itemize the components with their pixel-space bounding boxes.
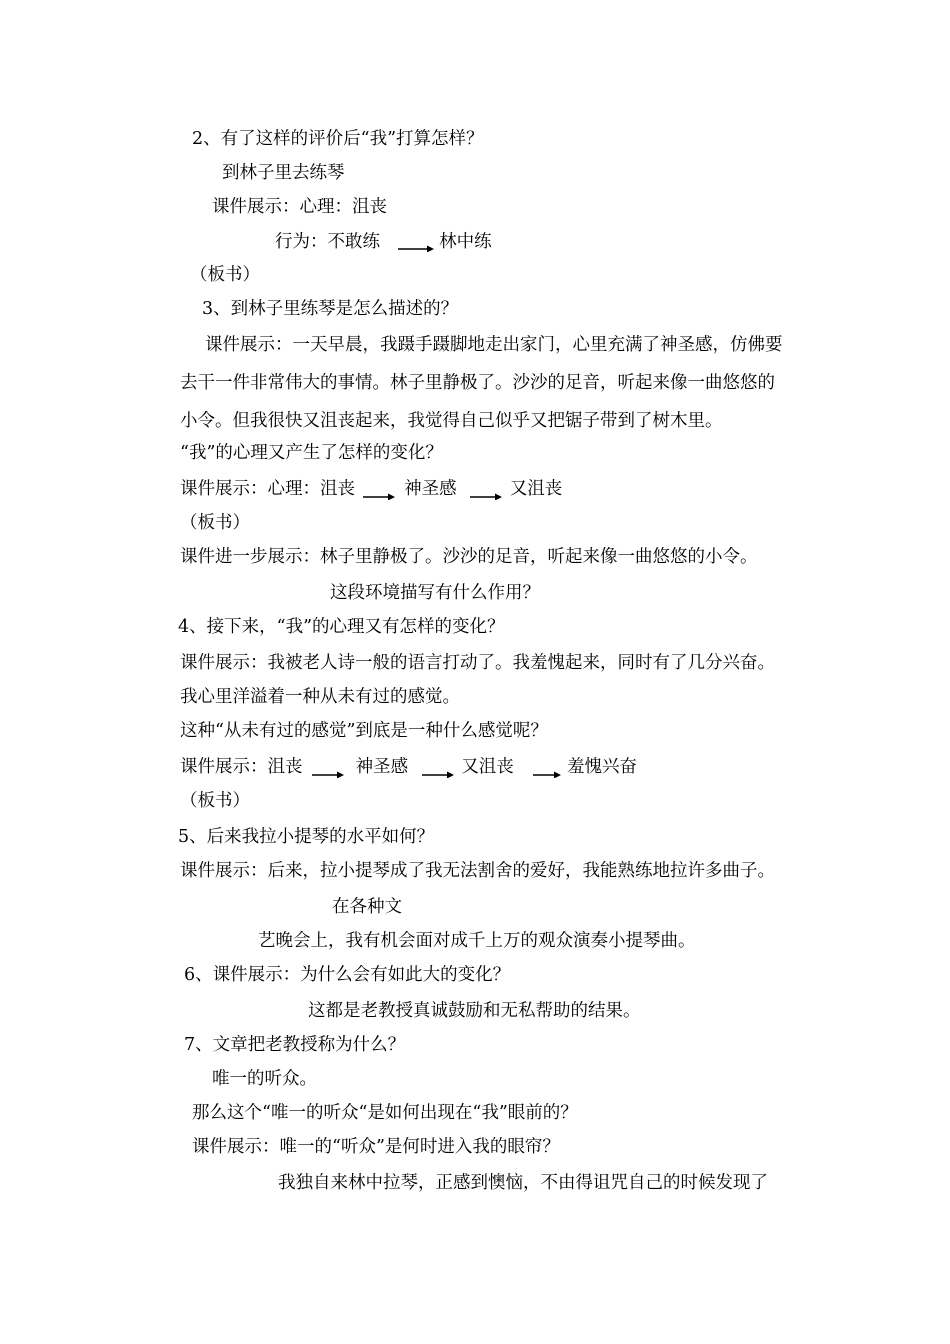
question-3-further: 课件进一步展示：林子里静极了。沙沙的足音，听起来像一曲悠悠的小令。: [180, 547, 758, 567]
question-4-mood-chain: [180, 756, 637, 778]
chain-step-3: 又沮丧: [461, 757, 514, 777]
question-6: 6、课件展示：为什么会有如此大的变化？: [184, 965, 511, 985]
question-4-courseware-line-2: 我心里洋溢着一种从未有过的感觉。: [180, 687, 460, 707]
question-5-courseware-line-2: 在各种文: [332, 897, 402, 917]
question-3-courseware-line-2: 去干一件非常伟大的事情。林子里静极了。沙沙的足音，听起来像一曲悠悠的: [180, 373, 775, 393]
arrow-icon: [398, 242, 434, 252]
question-7-courseware-text: 我独自来林中拉琴，正感到懊恼，不由得诅咒自己的时候发现了: [278, 1173, 768, 1193]
question-4: 4、接下来，“我”的心理又有怎样的变化？: [178, 617, 505, 637]
arrow-icon: [470, 490, 502, 500]
arrow-icon: [533, 768, 561, 778]
question-2-behavior-chain: [275, 231, 492, 253]
question-3: 3、到林子里练琴是怎么描述的？: [202, 299, 459, 319]
question-6-answer: 这都是老教授真诚鼓励和无私帮助的结果。: [308, 1001, 641, 1021]
question-4-follow-up: 这种“从未有过的感觉”到底是一种什么感觉呢？: [180, 721, 548, 741]
chain-step-2: 神圣感: [404, 479, 457, 499]
chain-prefix: 课件展示：沮丧: [180, 757, 303, 777]
question-2-answer: 到林子里去练琴: [222, 163, 345, 183]
board-note-3: （板书）: [180, 791, 250, 811]
question-5-courseware-line-1: 课件展示：后来，拉小提琴成了我无法割舍的爱好，我能熟练地拉许多曲子。: [180, 861, 775, 881]
question-5-courseware-line-3: 艺晚会上，我有机会面对成千上万的观众演奏小提琴曲。: [258, 931, 696, 951]
chain-step-4: 羞愧兴奋: [566, 757, 637, 777]
question-4-courseware-line-1: 课件展示：我被老人诗一般的语言打动了。我羞愧起来，同时有了几分兴奋。: [180, 653, 775, 673]
question-3-mood-chain: [180, 478, 562, 500]
question-7-follow-up: 那么这个“唯一的听众“是如何出现在“我”眼前的？: [192, 1103, 578, 1123]
behavior-label: 行为：不敢练: [275, 232, 380, 252]
question-3-environment: 这段环境描写有什么作用？: [330, 583, 540, 603]
question-3-courseware-line-3: 小令。但我很快又沮丧起来，我觉得自己似乎又把锯子带到了树木里。: [180, 411, 723, 431]
question-7-courseware: 课件展示：唯一的“听众”是何时进入我的眼帘？: [192, 1137, 560, 1157]
chain-prefix: 课件展示：心理：沮丧: [180, 479, 355, 499]
question-7-answer: 唯一的听众。: [212, 1069, 317, 1089]
question-2: 2、有了这样的评价后“我”打算怎样？: [192, 129, 484, 149]
chain-step-3: 又沮丧: [509, 479, 563, 499]
behavior-end: 林中练: [439, 232, 492, 252]
arrow-icon: [312, 768, 344, 778]
question-3-courseware-line-1: 课件展示：一天早晨，我蹑手蹑脚地走出家门，心里充满了神圣感，仿佛要: [205, 335, 783, 355]
board-note-2: （板书）: [180, 513, 250, 533]
question-5: 5、后来我拉小提琴的水平如何？: [178, 827, 435, 847]
question-3-follow-up: “我”的心理又产生了怎样的变化？: [180, 443, 443, 463]
question-2-courseware: 课件展示：心理：沮丧: [212, 197, 387, 217]
board-note-1: （板书）: [190, 265, 260, 285]
arrow-icon: [422, 768, 454, 778]
question-7: 7、文章把老教授称为什么？: [184, 1035, 406, 1055]
chain-step-2: 神圣感: [355, 757, 409, 777]
arrow-icon: [363, 490, 395, 500]
